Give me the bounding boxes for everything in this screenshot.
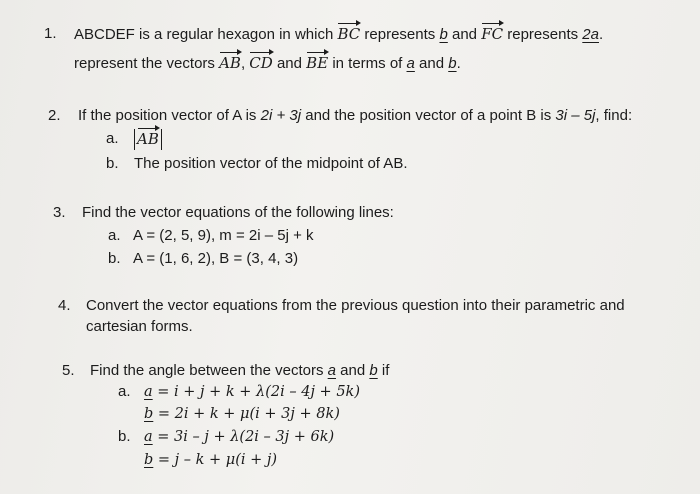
text-segment: if [377,362,390,379]
question-text-line: Find the vector equations of the following lines: [82,204,394,221]
equation-line [144,451,277,469]
question-number: 3. [53,204,66,221]
text-segment: If the position vector of A is [78,107,261,124]
question-text-line [74,25,603,44]
vector-ab: AB [219,54,241,72]
text-segment: represents [360,26,440,43]
subpart-text: A = (1, 6, 2), B = (3, 4, 3) [133,250,299,267]
subpart-text [134,130,162,149]
subpart-label: a. [106,130,119,147]
subpart-label: b. [106,155,119,172]
position-vector-b: 3i – 5j [555,107,596,124]
vector-variable-2a: 2a [582,26,599,43]
vector-variable-b: b [439,26,448,43]
vector-variable-b: b [369,362,378,379]
text-segment: represents [503,26,583,43]
text-segment: , [240,55,250,72]
equation-line [144,383,360,401]
vector-bc: BC [337,25,361,43]
vector-fc: FC [481,25,504,43]
vector-be: BE [306,54,329,72]
text-segment: and [414,55,449,72]
equation-text: = i + j + k + λ(2i – 4j + 5k) [152,384,360,400]
question-text-line [78,107,632,125]
vector-variable-a: a [144,384,153,400]
vector-variable-a: a [406,55,415,72]
text-segment: and the position vector of a point B is [301,107,556,124]
vector-variable-a: a [327,362,336,379]
question-text-line: cartesian forms. [86,318,193,335]
subpart-text: A = (2, 5, 9), m = 2i – 5j + k [133,227,314,244]
text-segment: represent the vectors [74,55,220,72]
question-number: 1. [44,25,57,42]
vector-cd: CD [249,54,273,72]
equation-line [144,428,334,446]
vector-variable-b: b [448,55,457,72]
subpart-label: a. [118,383,131,400]
question-text-line [74,54,461,73]
position-vector-a: 2i + 3j [260,107,302,124]
question-text-line [90,362,389,380]
vector-variable-b: b [144,452,154,468]
text-segment: and [336,362,370,379]
vector-ab-magnitude: AB [137,130,159,148]
subpart-text: The position vector of the midpoint of AB. [134,155,408,172]
equation-text: = 2i + k + μ(i + 3j + 8k) [153,406,340,422]
vector-variable-b: b [144,406,154,422]
subpart-label: b. [118,428,131,445]
text-segment: . [598,26,604,43]
text-segment: ABCDEF is a regular hexagon in which [74,26,338,43]
question-number: 5. [62,362,75,379]
question-number: 4. [58,297,71,314]
subpart-label: a. [108,227,121,244]
text-segment: Find the angle between the vectors [90,362,328,379]
equation-line [144,405,340,423]
text-segment: , find: [595,107,633,124]
question-text-line: Convert the vector equations from the previous question into their parametric and [86,297,625,314]
equation-text: = 3i – j + λ(2i – 3j + 6k) [152,429,335,445]
text-segment: and [447,26,482,43]
question-number: 2. [48,107,61,124]
equation-text: = j – k + μ(i + j) [153,452,278,468]
text-segment: in terms of [328,55,407,72]
text-segment: and [272,55,307,72]
text-segment: . [456,55,461,72]
vector-variable-a: a [144,429,153,445]
subpart-label: b. [108,250,121,267]
